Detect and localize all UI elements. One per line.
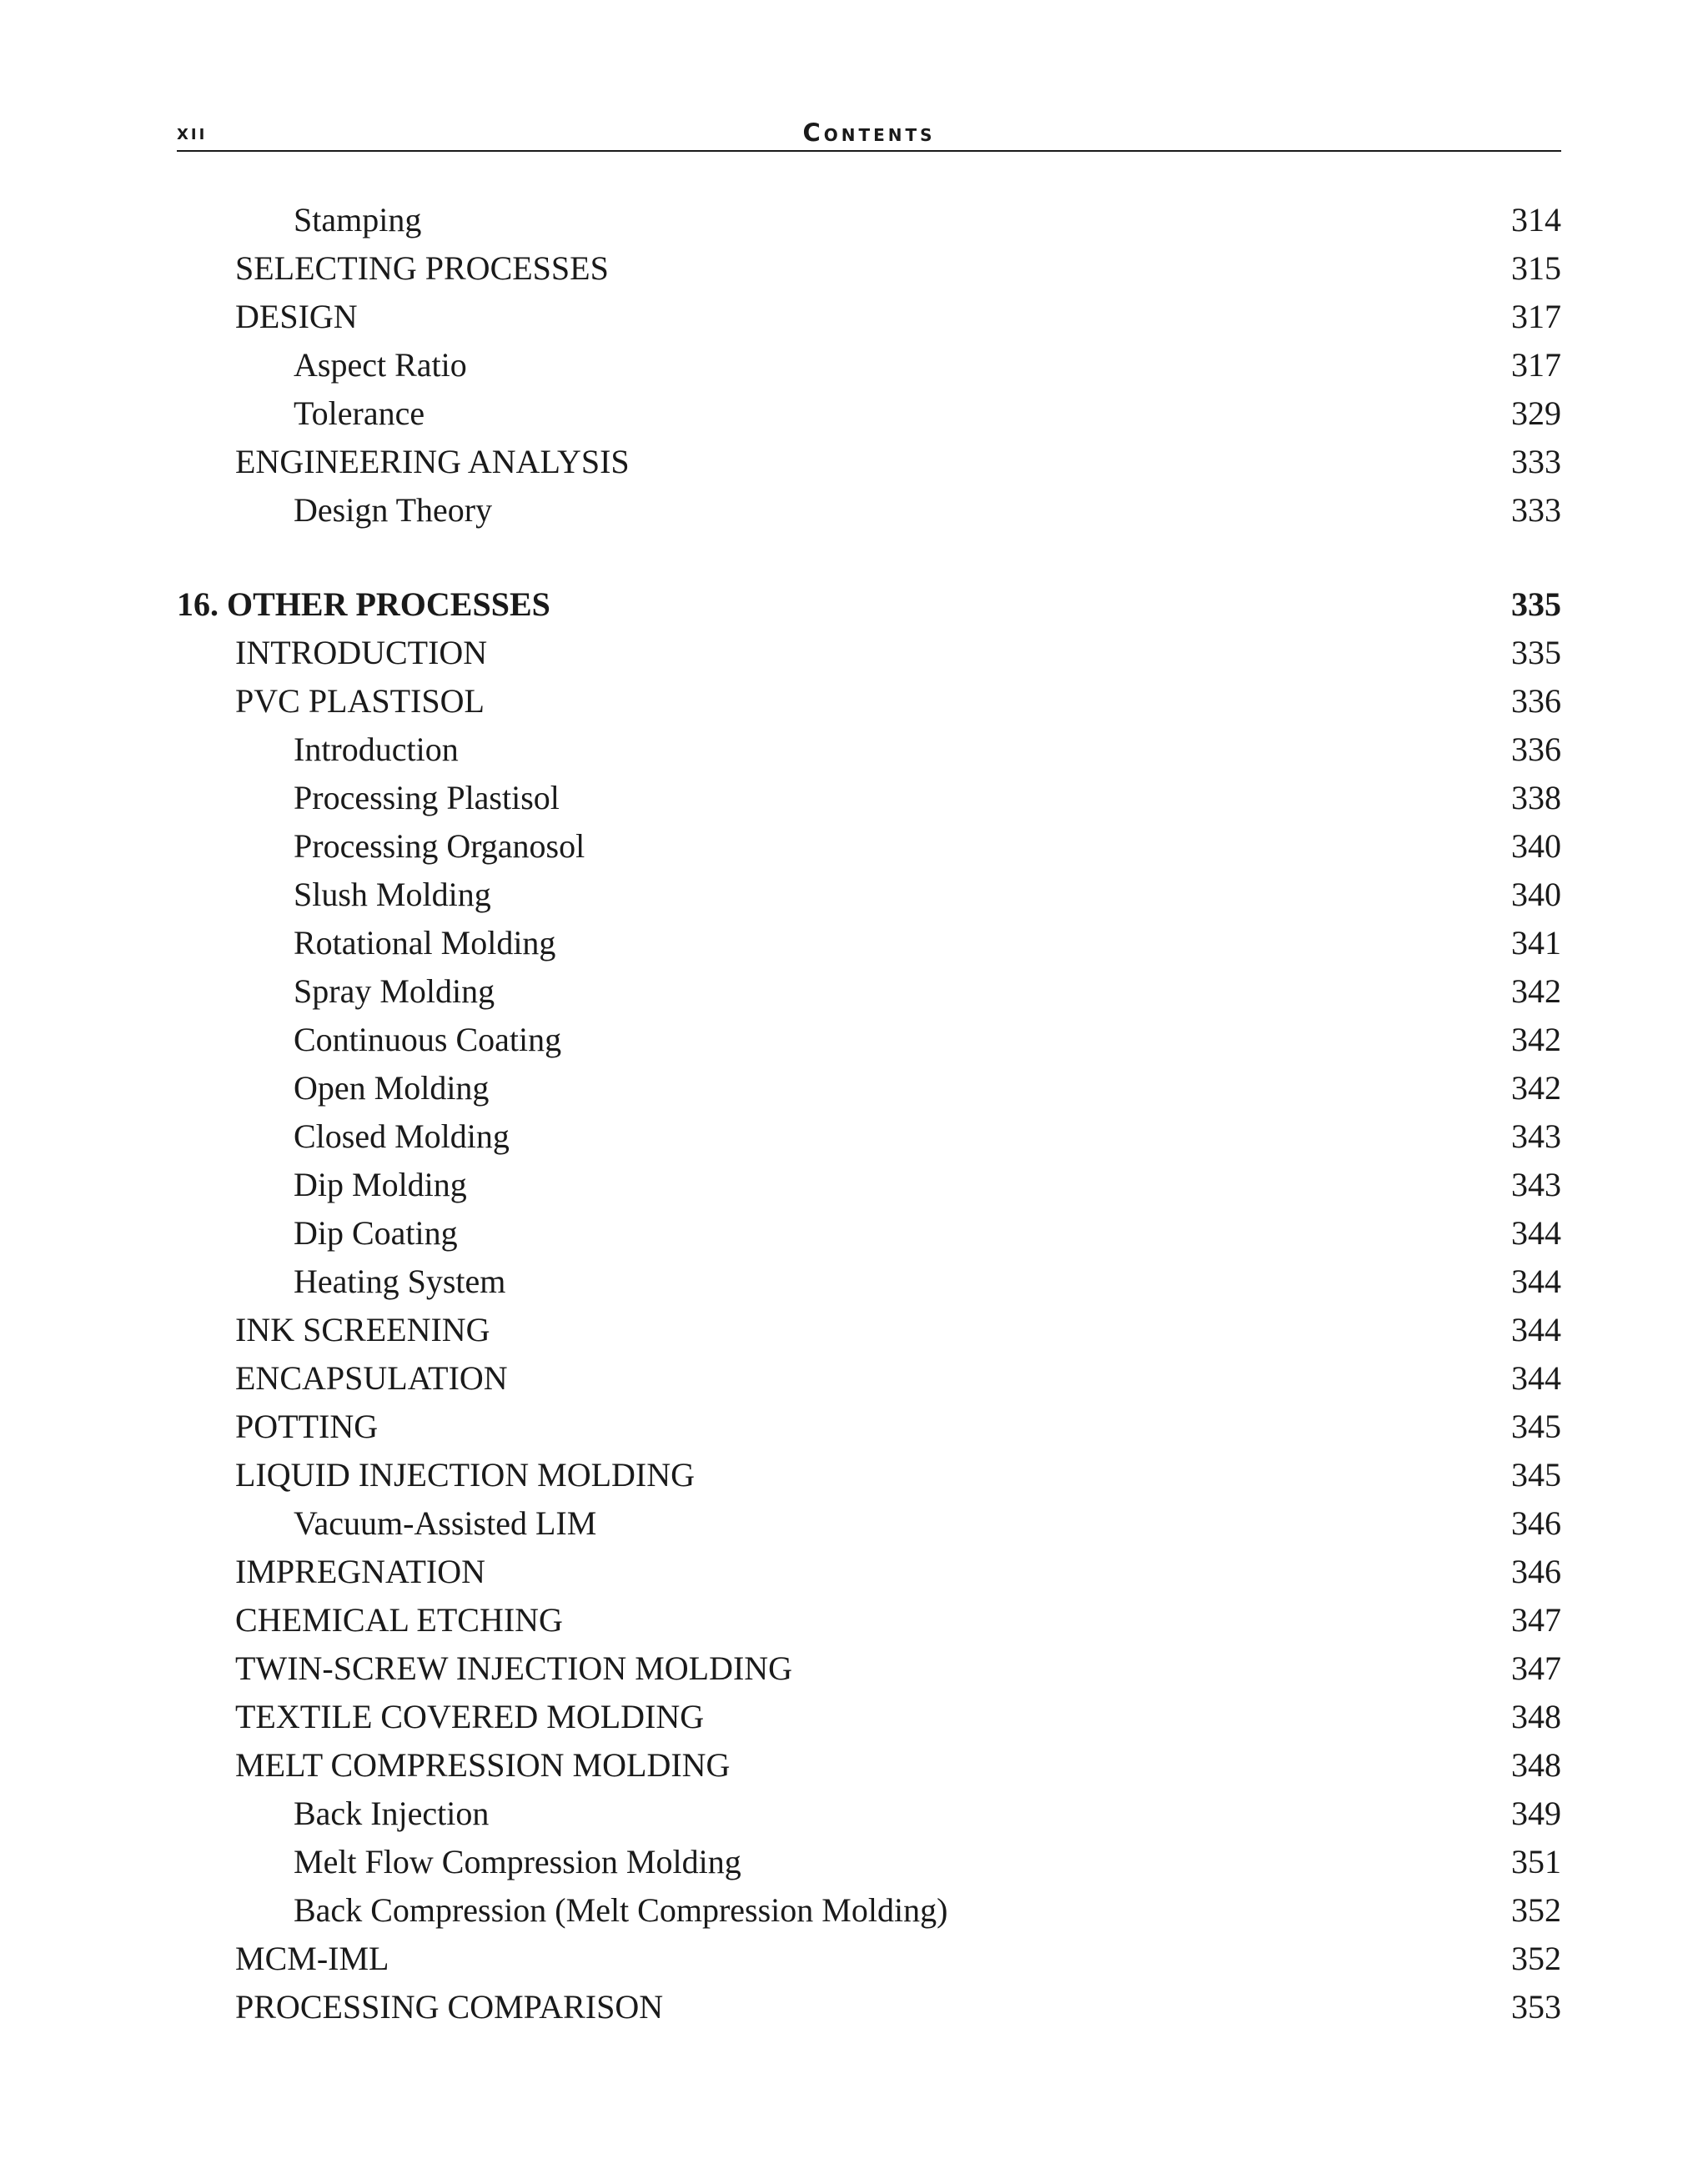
toc-section-row [177,1741,1561,1790]
toc-entry-page: 346 [1511,1553,1561,1590]
toc-entry-page: 342 [1511,972,1561,1010]
toc-entry-page: 340 [1511,876,1561,913]
toc-entry-title: Design Theory [294,491,493,529]
toc-entry-page: 343 [1511,1166,1561,1203]
toc-section-row [177,1693,1561,1741]
toc-section-row [177,438,1561,486]
toc-entry-title: Back Compression (Melt Compression Molding) [294,1891,948,1929]
toc-subsection-row [177,871,1561,919]
toc-entry-title: Melt Flow Compression Molding [294,1843,741,1880]
toc-subsection-row [177,1886,1561,1935]
toc-entry-page: 353 [1511,1988,1561,2026]
toc-entry-title: DESIGN [235,298,358,335]
toc-entry-page: 336 [1511,682,1561,720]
toc-entry-page: 335 [1511,634,1561,671]
toc-entry-page: 338 [1511,779,1561,816]
toc-subsection-row [177,725,1561,774]
toc-section-row [177,629,1561,677]
toc-entry-title: INK SCREENING [235,1311,490,1348]
toc-entry-title: Aspect Ratio [294,346,467,384]
toc-entry-page: 340 [1511,827,1561,865]
toc-subsection-row [177,1112,1561,1161]
toc-subsection-row [177,389,1561,438]
toc-section-row [177,1306,1561,1354]
toc-entry-page: 346 [1511,1504,1561,1542]
toc-subsection-row [177,1016,1561,1064]
toc-entry-title: TWIN-SCREW INJECTION MOLDING [235,1649,793,1687]
toc-entry-title: TEXTILE COVERED MOLDING [235,1698,705,1735]
toc-section-row [177,244,1561,293]
toc-entry-page: 347 [1511,1649,1561,1687]
toc-entry-page: 344 [1511,1214,1561,1252]
toc-entry-title: Introduction [294,731,459,768]
toc-entry-title: Closed Molding [294,1117,510,1155]
toc-entry-title: IMPREGNATION [235,1553,485,1590]
toc-entry-title: Tolerance [294,394,425,432]
toc-entry-page: 344 [1511,1311,1561,1348]
toc-entry-title: Dip Molding [294,1166,467,1203]
toc-entry-title: Vacuum-Assisted LIM [294,1504,597,1542]
toc-entry-title: Stamping [294,201,422,238]
toc-subsection-row [177,1064,1561,1112]
toc-entry-title: Rotational Molding [294,924,556,961]
toc-entry-title: Processing Plastisol [294,779,560,816]
toc-subsection-row [177,1838,1561,1886]
toc-entry-page: 314 [1511,201,1561,238]
toc-entry-page: 315 [1511,249,1561,287]
toc-entry-title: SELECTING PROCESSES [235,249,609,287]
toc-entry-page: 317 [1511,298,1561,335]
toc-entry-page: 348 [1511,1698,1561,1735]
toc-subsection-row [177,1161,1561,1209]
toc-entry-title: MCM-IML [235,1940,389,1977]
toc-entry-page: 342 [1511,1069,1561,1107]
toc-entry-page: 333 [1511,443,1561,480]
toc-entry-page: 347 [1511,1601,1561,1639]
toc-entry-page: 317 [1511,346,1561,384]
toc-section-row [177,1644,1561,1693]
toc-entry-title: 16. OTHER PROCESSES [177,585,550,623]
toc-entry-page: 349 [1511,1795,1561,1832]
toc-subsection-row [177,1209,1561,1258]
toc-entry-page: 352 [1511,1891,1561,1929]
toc-entry-title: ENCAPSULATION [235,1359,508,1397]
toc-entry-page: 336 [1511,731,1561,768]
toc-subsection-row [177,341,1561,389]
toc-entry-title: MELT COMPRESSION MOLDING [235,1746,731,1784]
toc-subsection-row [177,486,1561,535]
toc-entry-page: 352 [1511,1940,1561,1977]
toc-section-row [177,1935,1561,1983]
toc-section-row [177,1403,1561,1451]
toc-section-row [177,677,1561,725]
toc-section-row [177,293,1561,341]
toc-subsection-row [177,1790,1561,1838]
toc-section-row [177,1451,1561,1499]
toc-chapter-row [177,580,1561,629]
toc-entry-page: 344 [1511,1359,1561,1397]
toc-section-row [177,1354,1561,1403]
toc-entry-title: Open Molding [294,1069,490,1107]
toc-entry-page: 345 [1511,1456,1561,1494]
toc-entry-page: 351 [1511,1843,1561,1880]
toc-entry-page: 345 [1511,1408,1561,1445]
toc-entry-title: Processing Organosol [294,827,585,865]
running-header [177,117,1561,152]
toc-subsection-row [177,822,1561,871]
toc-subsection-row [177,774,1561,822]
toc-entry-title: Back Injection [294,1795,490,1832]
toc-section-row [177,1983,1561,2031]
toc-entry-page: 341 [1511,924,1561,961]
toc-entry-page: 344 [1511,1263,1561,1300]
toc-entry-title: INTRODUCTION [235,634,488,671]
toc-entry-title: Slush Molding [294,876,491,913]
toc-entry-title: Spray Molding [294,972,495,1010]
toc-subsection-row [177,919,1561,967]
toc-entry-title: Dip Coating [294,1214,458,1252]
toc-entry-title: PROCESSING COMPARISON [235,1988,664,2026]
toc-subsection-row [177,967,1561,1016]
toc-subsection-row [177,1258,1561,1306]
toc-entry-page: 342 [1511,1021,1561,1058]
toc-entry-page: 335 [1511,585,1561,623]
toc-entry-page: 333 [1511,491,1561,529]
toc-entry-title: LIQUID INJECTION MOLDING [235,1456,696,1494]
header-page-number: xii [177,120,208,144]
toc-entry-page: 329 [1511,394,1561,432]
toc-section-row [177,1548,1561,1596]
toc-section-row [177,1596,1561,1644]
toc-entry-title: Heating System [294,1263,506,1300]
toc-entry-title: Continuous Coating [294,1021,562,1058]
toc-entry-title: PVC PLASTISOL [235,682,485,720]
toc-entry-title: ENGINEERING ANALYSIS [235,443,630,480]
toc-subsection-row [177,196,1561,244]
toc-entry-title: CHEMICAL ETCHING [235,1601,563,1639]
toc-entry-title: POTTING [235,1408,379,1445]
toc-entry-page: 343 [1511,1117,1561,1155]
toc-entry-page: 348 [1511,1746,1561,1784]
toc-subsection-row [177,1499,1561,1548]
header-title: Contents [802,118,936,147]
